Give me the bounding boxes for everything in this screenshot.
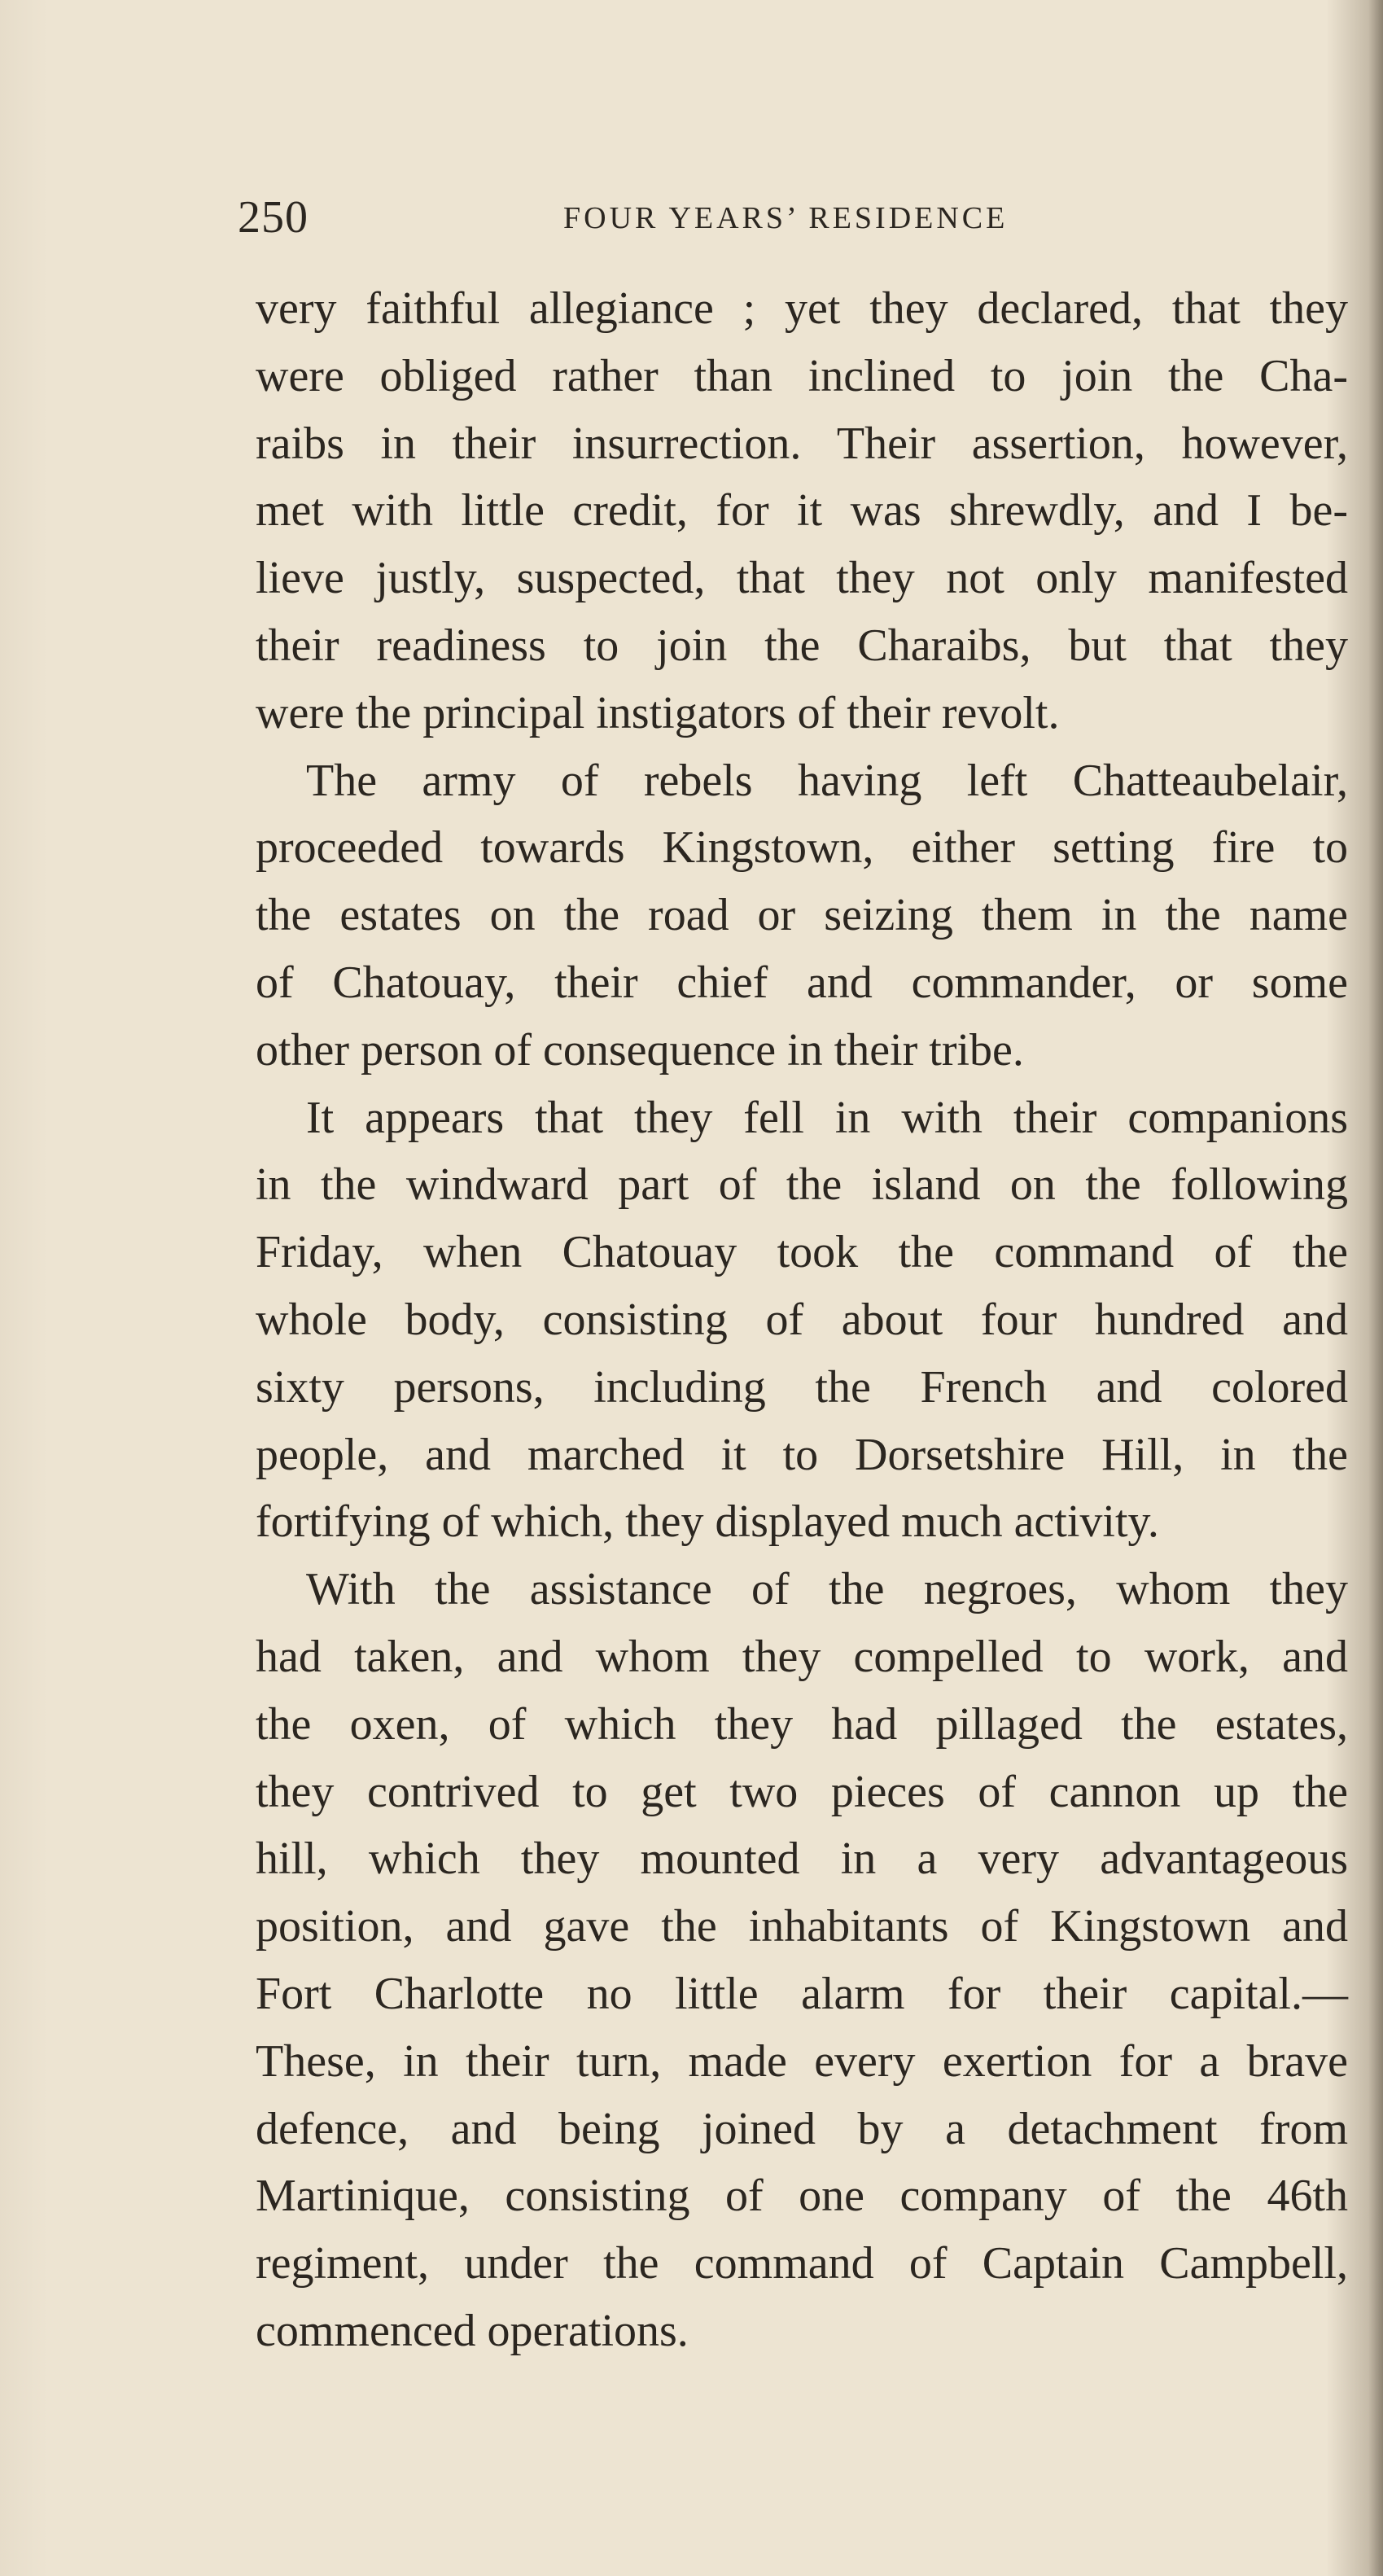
text-line: defence, and being joined by a detachment from xyxy=(256,2103,1348,2154)
text-line: the oxen, of which they had pillaged the estates, xyxy=(256,1698,1348,1750)
body-text xyxy=(256,275,1348,2365)
text-line: in the windward part of the island on the following xyxy=(256,1159,1348,1211)
text-line: Martinique, consisting of one company of the 46th xyxy=(256,2171,1348,2222)
text-line: the estates on the road or seizing them in the name xyxy=(256,890,1348,941)
text-line: fortifying of which, they displayed much activity. xyxy=(256,1496,1159,1548)
text-line: people, and marched it to Dorsetshire Hill, in the xyxy=(256,1429,1348,1480)
text-line: lieve justly, suspected, that they not only manifested xyxy=(256,553,1348,604)
running-title: FOUR YEARS’ RESIDENCE xyxy=(563,201,1009,235)
text-line: sixty persons, including the French and colored xyxy=(256,1361,1348,1413)
text-line: These, in their turn, made every exertion for a brave xyxy=(256,2035,1348,2087)
running-head xyxy=(238,189,1358,246)
text-line: The army of rebels having left Chatteaubelair, xyxy=(306,755,1348,806)
text-line: hill, which they mounted in a very advantageous xyxy=(256,1833,1348,1885)
text-line: Fort Charlotte no little alarm for their capital.— xyxy=(256,1968,1348,2019)
text-line: With the assistance of the negroes, whom they xyxy=(306,1564,1348,1615)
text-line: met with little credit, for it was shrewdly, and I be- xyxy=(256,485,1348,537)
text-line: whole body, consisting of about four hundred and xyxy=(256,1294,1348,1345)
text-line: their readiness to join the Charaibs, but that they xyxy=(256,620,1348,671)
text-line: Friday, when Chatouay took the command of the xyxy=(256,1227,1348,1278)
text-line: very faithful allegiance ; yet they declared, that they xyxy=(256,283,1348,334)
text-line: were the principal instigators of their revolt. xyxy=(256,687,1060,738)
page-number: 250 xyxy=(238,192,309,243)
text-line: were obliged rather than inclined to join the Cha- xyxy=(256,350,1348,401)
text-line: commenced operations. xyxy=(256,2305,689,2356)
text-line: raibs in their insurrection. Their assertion, however, xyxy=(256,418,1348,469)
text-line: other person of consequence in their tribe. xyxy=(256,1024,1024,1076)
text-line: It appears that they fell in with their companions xyxy=(306,1092,1348,1143)
text-line: proceeded towards Kingstown, either setting fire to xyxy=(256,822,1348,874)
text-line: regiment, under the command of Captain Campbell, xyxy=(256,2238,1348,2289)
text-line: position, and gave the inhabitants of Kingstown and xyxy=(256,1901,1348,1952)
text-line: they contrived to get two pieces of cannon up the xyxy=(256,1766,1348,1817)
text-line: of Chatouay, their chief and commander, or some xyxy=(256,957,1348,1008)
text-line: had taken, and whom they compelled to work, and xyxy=(256,1631,1348,1682)
